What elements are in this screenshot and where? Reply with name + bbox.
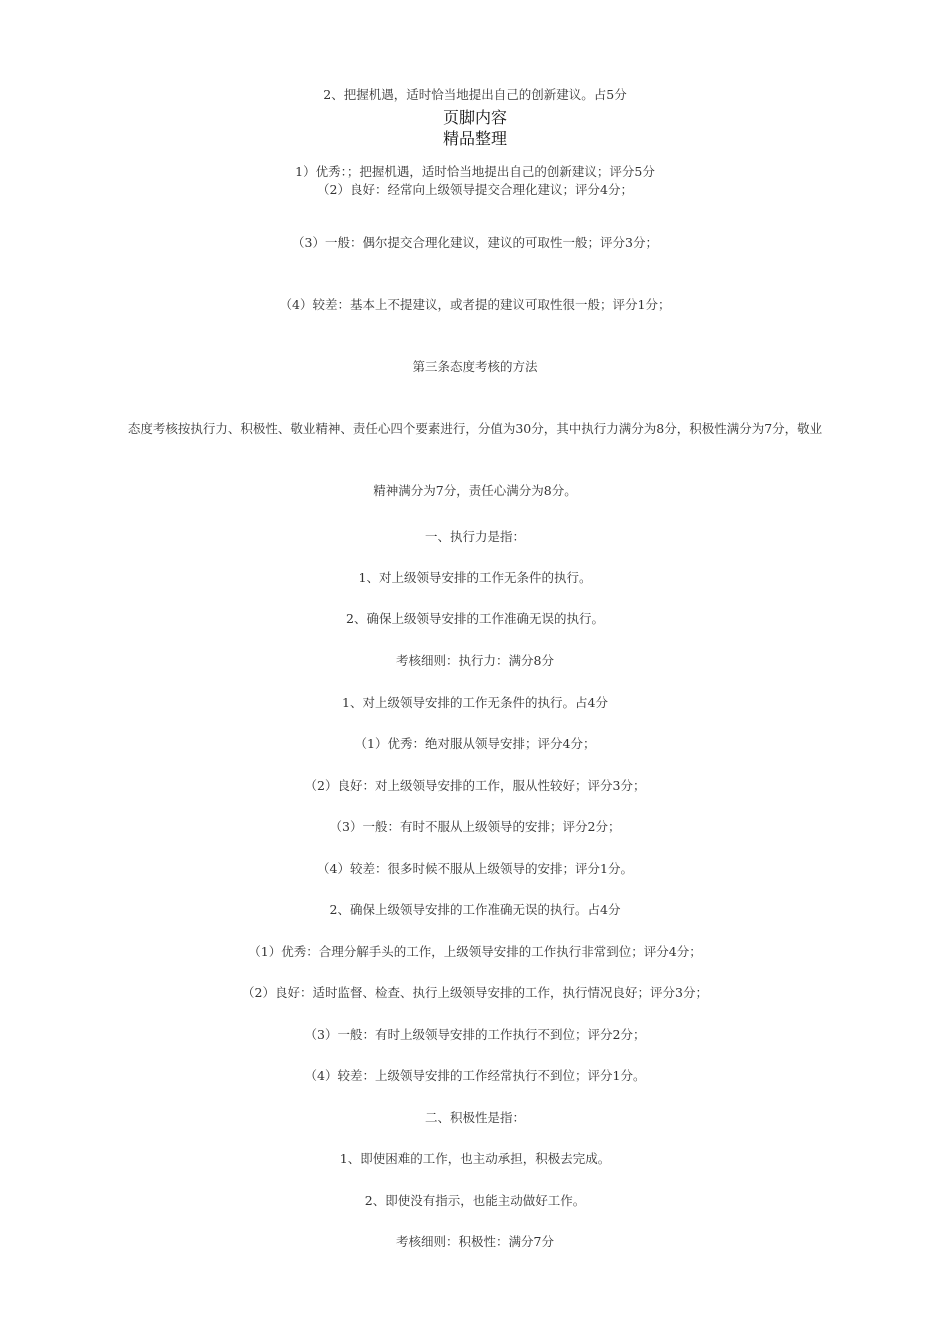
- paragraph-line: （4）较差：上级领导安排的工作经常执行不到位；评分1分。: [304, 1068, 646, 1083]
- paragraph-line: （1）优秀：绝对服从领导安排；评分4分；: [354, 736, 596, 751]
- paragraph-line: （3）一般：偶尔提交合理化建议，建议的可取性一般；评分3分；: [292, 235, 658, 250]
- paragraph-line: （1）优秀：合理分解手头的工作，上级领导安排的工作执行非常到位；评分4分；: [248, 944, 702, 959]
- paragraph-line: 2、即使没有指示，也能主动做好工作。: [364, 1193, 586, 1208]
- paragraph-line: 态度考核按执行力、积极性、敬业精神、责任心四个要素进行，分值为30分，其中执行力满分为8分，积极性满分为7分，敬业: [127, 421, 823, 436]
- paragraph-line: 1、对上级领导安排的工作无条件的执行。占4分: [342, 695, 608, 710]
- paragraph-line: （3）一般：有时不服从上级领导的安排；评分2分；: [329, 819, 621, 834]
- paragraph-line: 2、确保上级领导安排的工作准确无误的执行。: [346, 611, 604, 626]
- paragraph-line: （2）良好：对上级领导安排的工作，服从性较好；评分3分；: [304, 778, 646, 793]
- footer-text: 页脚内容: [442, 108, 507, 127]
- paragraph-line: （2）良好：适时监督、检查、执行上级领导安排的工作，执行情况良好；评分3分；: [242, 985, 708, 1000]
- paragraph-line: 精神满分为7分，责任心满分为8分。: [373, 483, 577, 498]
- paragraph-line: 考核细则：执行力：满分8分: [396, 653, 554, 668]
- paragraph-line: 2、确保上级领导安排的工作准确无误的执行。占4分: [329, 902, 621, 917]
- paragraph-line: （3）一般：有时上级领导安排的工作执行不到位；评分2分；: [304, 1027, 646, 1042]
- paragraph-line: 1）优秀：；把握机遇，适时恰当地提出自己的创新建议；评分5分: [295, 164, 655, 179]
- paragraph-line: 考核细则：积极性：满分7分: [396, 1234, 554, 1249]
- footer-text: 精品整理: [442, 129, 507, 148]
- section-heading: 一、执行力是指：: [424, 529, 525, 544]
- paragraph-line: （4）较差：基本上不提建议，或者提的建议可取性很一般；评分1分；: [279, 297, 671, 312]
- paragraph-line: （4）较差：很多时候不服从上级领导的安排；评分1分。: [317, 861, 633, 876]
- paragraph-line: 1、即使困难的工作，也主动承担，积极去完成。: [339, 1151, 611, 1166]
- paragraph-line: 2、把握机遇，适时恰当地提出自己的创新建议。占5分: [323, 87, 627, 102]
- paragraph-line: 1、对上级领导安排的工作无条件的执行。: [358, 570, 592, 585]
- paragraph-line: （2）良好：经常向上级领导提交合理化建议；评分4分；: [317, 182, 633, 197]
- section-heading: 第三条态度考核的方法: [412, 359, 538, 374]
- section-heading: 二、积极性是指：: [424, 1110, 525, 1125]
